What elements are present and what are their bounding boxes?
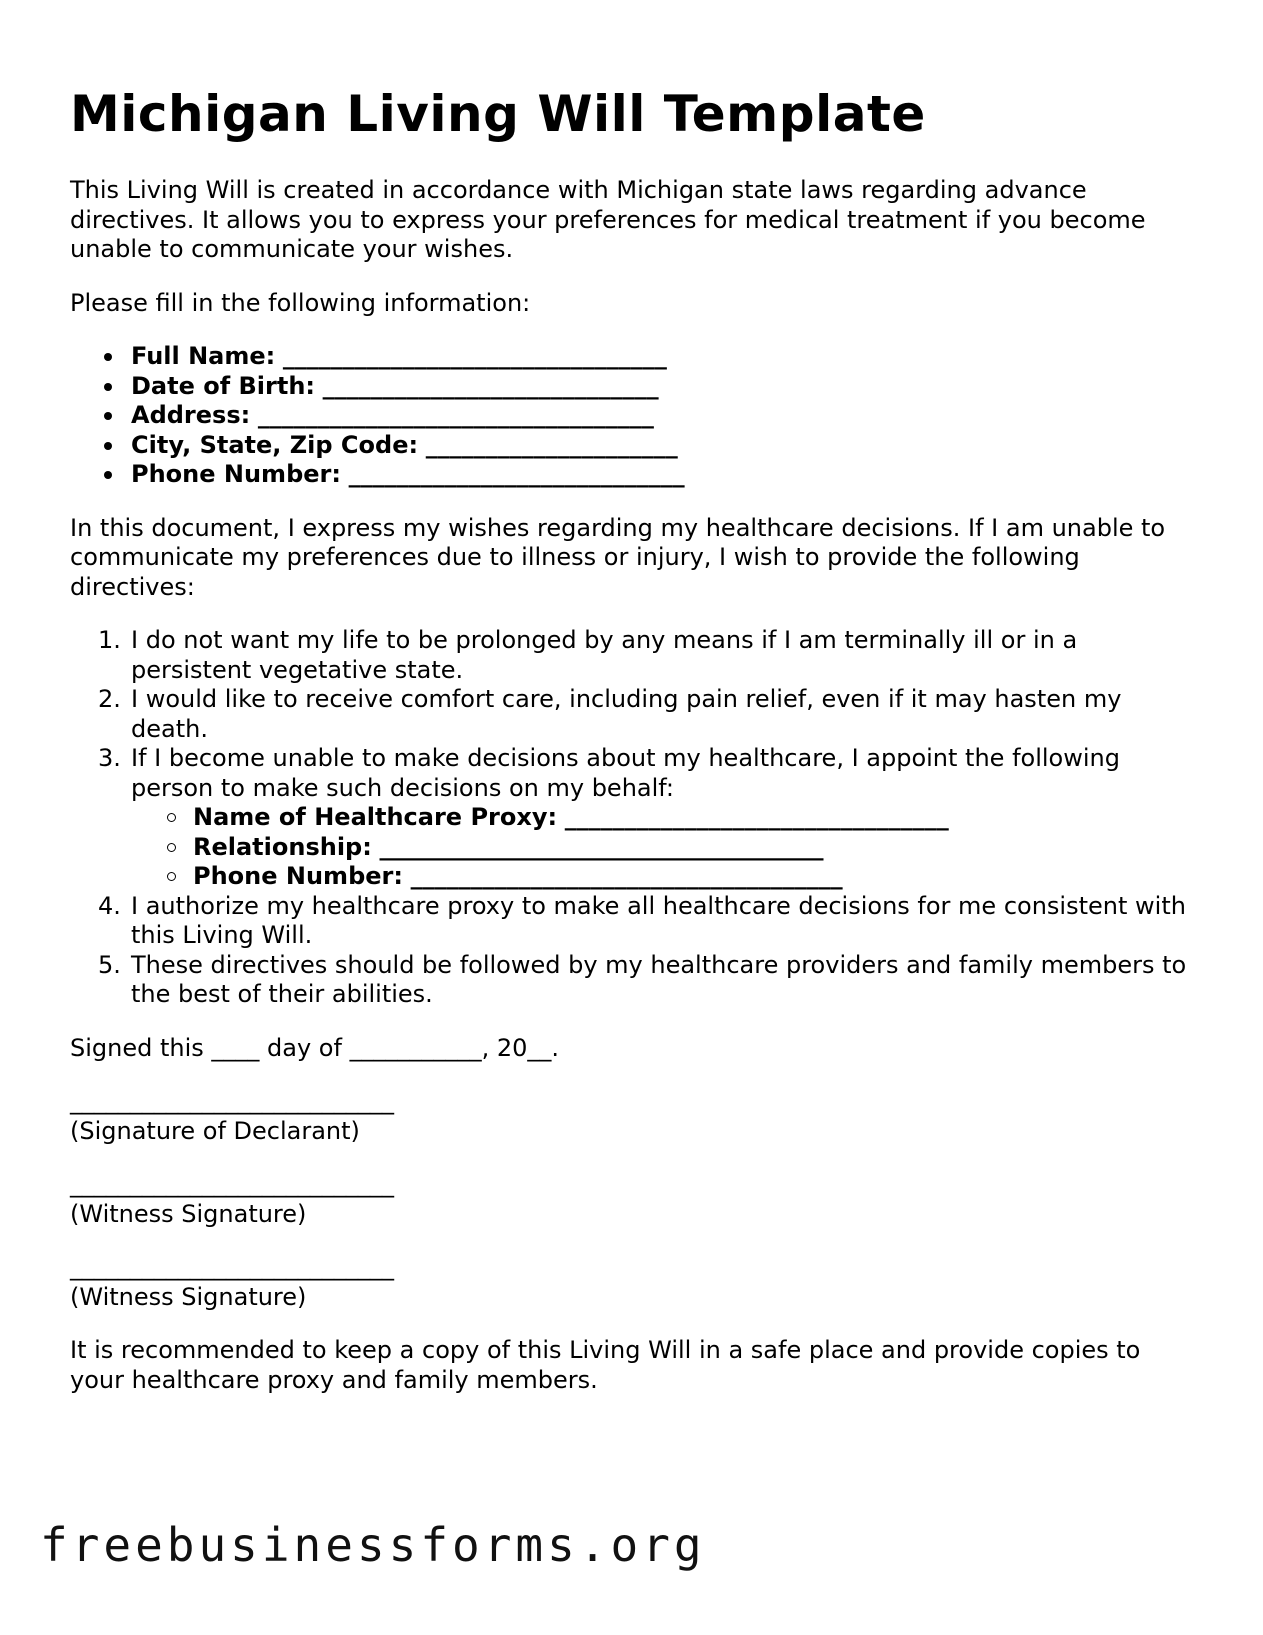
- directive-text: I do not want my life to be prolonged by any means if I am terminally ill or in a persistent vegetative state.: [131, 626, 1078, 684]
- signature-witness-1: [70, 1170, 1200, 1229]
- field-blank[interactable]: _____________________________________: [379, 832, 824, 861]
- field-blank[interactable]: _____________________: [425, 430, 678, 459]
- directive-text: If I become unable to make decisions about my healthcare, I appoint the following person to make such decisions on my behalf:: [131, 744, 1120, 802]
- directive-item: [98, 891, 1200, 951]
- field-full-name: [131, 342, 1200, 372]
- signature-caption: (Witness Signature): [70, 1199, 307, 1228]
- intro-paragraph: This Living Will is created in accordance with Michigan state laws regarding advance directives. It allows you to express your preferences for medical treatment if you become unable to communicate your wishes.: [70, 176, 1146, 263]
- field-blank[interactable]: ________________________________: [564, 803, 949, 831]
- field-address: [131, 401, 1200, 431]
- page-title: Michigan Living Will Template: [70, 85, 926, 143]
- signed-date-line[interactable]: Signed this ____ day of ___________, 20__.: [70, 1033, 559, 1062]
- signature-witness-2: [70, 1253, 1200, 1312]
- field-label: Phone Number:: [131, 460, 341, 488]
- signature-line[interactable]: ___________________________: [70, 1087, 394, 1115]
- directive-number: 4.: [98, 891, 121, 920]
- signature-caption: (Signature of Declarant): [70, 1116, 360, 1145]
- signature-declarant: [70, 1087, 1200, 1146]
- field-blank[interactable]: ____________________________: [348, 460, 685, 488]
- field-label: Phone Number:: [193, 862, 403, 890]
- directive-text: I authorize my healthcare proxy to make all healthcare decisions for me consistent with this Living Will.: [131, 891, 1186, 949]
- field-blank[interactable]: ________________________________: [282, 342, 667, 370]
- directive-number: 2.: [98, 685, 121, 713]
- field-date-of-birth: [131, 372, 1200, 402]
- field-proxy-relationship: [193, 833, 1200, 863]
- directive-item: [98, 744, 1200, 892]
- signature-line[interactable]: ___________________________: [70, 1253, 394, 1281]
- field-label: Full Name:: [131, 342, 276, 370]
- directives-list: [70, 626, 1200, 1010]
- document-page: [70, 78, 1200, 1419]
- directive-item: [98, 685, 1200, 744]
- directive-text: I would like to receive comfort care, including pain relief, even if it may hasten my death.: [131, 685, 1122, 743]
- directive-item: [98, 950, 1200, 1010]
- fill-prompt: Please fill in the following information:: [70, 288, 531, 317]
- field-blank[interactable]: ____________________________________: [410, 862, 843, 890]
- field-proxy-name: [193, 803, 1200, 833]
- signature-caption: (Witness Signature): [70, 1282, 307, 1311]
- directive-text: These directives should be followed by my healthcare providers and family members to the best of their abilities.: [131, 950, 1187, 1008]
- field-blank[interactable]: ____________________________: [322, 371, 659, 400]
- field-phone-number: [131, 460, 1200, 490]
- site-logo: freebusinessforms.org: [40, 1518, 706, 1572]
- field-city-state-zip: [131, 431, 1200, 461]
- field-proxy-phone: [193, 862, 1200, 892]
- directive-number: 1.: [98, 626, 121, 654]
- field-blank[interactable]: _________________________________: [257, 401, 654, 429]
- personal-info-list: [70, 342, 1200, 490]
- field-label: City, State, Zip Code:: [131, 430, 419, 459]
- signature-line[interactable]: ___________________________: [70, 1170, 394, 1198]
- field-label: Name of Healthcare Proxy:: [193, 803, 558, 831]
- proxy-info-list: [131, 803, 1200, 892]
- field-label: Date of Birth:: [131, 371, 316, 400]
- closing-paragraph: It is recommended to keep a copy of this Living Will in a safe place and provide copies to your healthcare proxy and family members.: [70, 1336, 1141, 1394]
- statement-paragraph: In this document, I express my wishes regarding my healthcare decisions. If I am unable to communicate my preferences due to illness or injury, I wish to provide the following directives:: [70, 513, 1166, 601]
- directive-item: [98, 626, 1200, 685]
- directive-number: 3.: [98, 744, 121, 772]
- field-label: Relationship:: [193, 832, 372, 861]
- field-label: Address:: [131, 401, 251, 429]
- directive-number: 5.: [98, 950, 121, 979]
